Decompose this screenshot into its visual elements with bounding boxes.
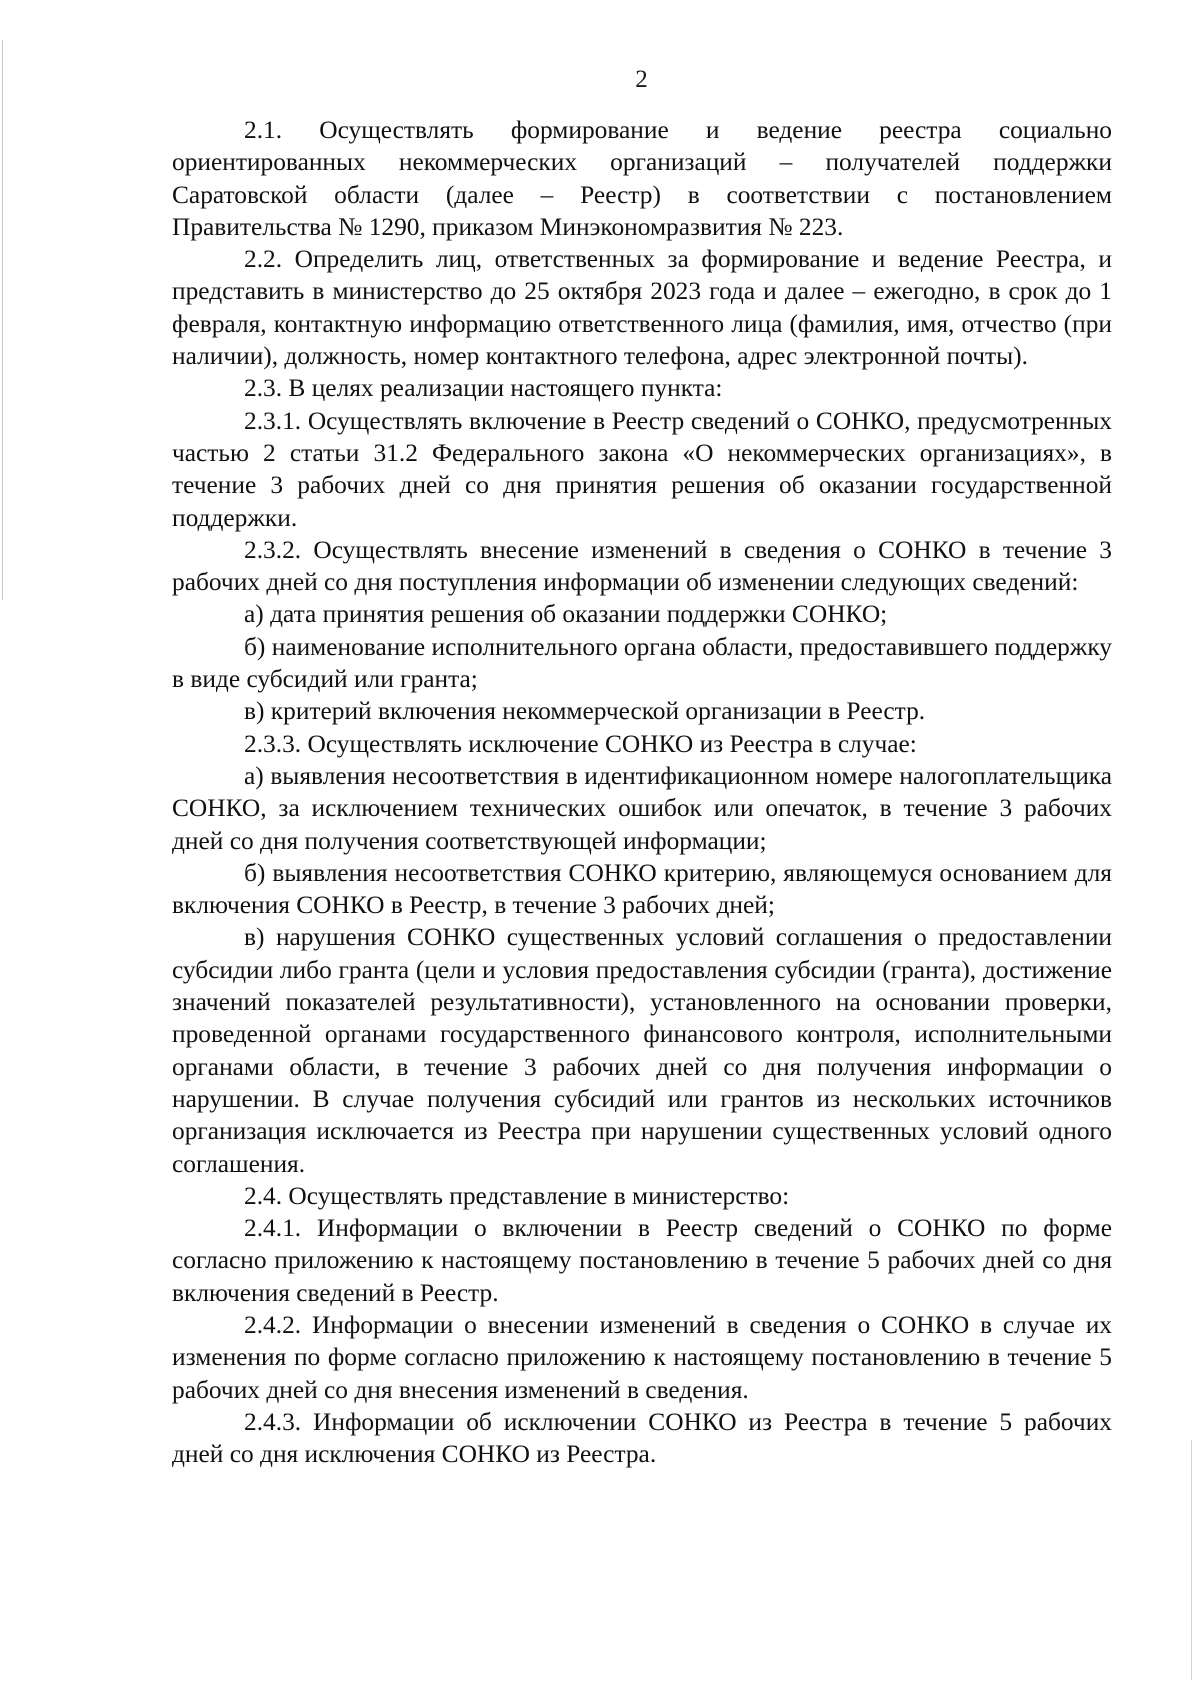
paragraph-2-4-3: 2.4.3. Информации об исключении СОНКО из Реестра в течение 5 рабочих дней со дня исключения СОНКО из Реестра. bbox=[172, 1407, 1112, 1469]
scan-edge-right bbox=[1191, 1440, 1192, 1680]
scan-edge-left bbox=[2, 40, 3, 600]
paragraph-2-1: 2.1. Осуществлять формирование и ведение реестра социально ориентированных некоммерческих организаций – получателей поддержки Саратовской области (далее – Реестр) в соответствии с постановлением Правительства № 1290, приказом Минэкономразвития № 223. bbox=[172, 116, 1112, 241]
paragraph-2-4-1: 2.4.1. Информации о включении в Реестр сведений о СОНКО по форме согласно приложению к настоящему постановлению в течение 5 рабочих дней со дня включения сведений в Реестр. bbox=[172, 1214, 1112, 1307]
paragraph-2-4: 2.4. Осуществлять представление в министерство: bbox=[244, 1181, 790, 1210]
paragraph-2-3: 2.3. В целях реализации настоящего пункта: bbox=[244, 374, 723, 403]
page-number: 2 bbox=[635, 66, 648, 93]
paragraph-2-3-2-b: б) наименование исполнительного органа области, предоставившего поддержку в виде субсидий или гранта; bbox=[172, 632, 1112, 694]
paragraph-2-3-3-b: б) выявления несоответствия СОНКО критерию, являющемуся основанием для включения СОНКО в Реестр, в течение 3 рабочих дней; bbox=[172, 858, 1112, 920]
paragraph-2-3-2-a: а) дата принятия решения об оказании поддержки СОНКО; bbox=[244, 600, 888, 629]
paragraph-2-3-3-c: в) нарушения СОНКО существенных условий соглашения о предоставлении субсидии либо гранта (цели и условия предоставления субсидии (гранта), достижение значений показателей результативности), установленного на основании проверки, проведенной органами государственного финансового контроля, исполнительными органами области, в течение 3 рабочих дней со дня получения информации о нарушении. В случае получения субсидий или грантов из нескольких источников организация исключается из Реестра при нарушении существенных условий одного соглашения. bbox=[172, 923, 1112, 1178]
paragraph-2-4-2: 2.4.2. Информации о внесении изменений в сведения о СОНКО в случае их изменения по форме согласно приложению к настоящему постановлению в течение 5 рабочих дней со дня внесения изменений в сведения. bbox=[172, 1310, 1112, 1404]
document-body bbox=[172, 114, 1112, 1470]
paragraph-2-3-3: 2.3.3. Осуществлять исключение СОНКО из Реестра в случае: bbox=[244, 729, 917, 758]
paragraph-2-3-2: 2.3.2. Осуществлять внесение изменений в сведения о СОНКО в течение 3 рабочих дней со дня поступления информации об изменении следующих сведений: bbox=[172, 535, 1112, 597]
paragraph-2-3-3-a: а) выявления несоответствия в идентификационном номере налогоплательщика СОНКО, за исключением технических ошибок или опечаток, в течение 3 рабочих дней со дня получения соответствующей информации; bbox=[172, 761, 1112, 855]
paragraph-2-3-2-c: в) критерий включения некоммерческой организации в Реестр. bbox=[244, 697, 926, 726]
paragraph-2-2: 2.2. Определить лиц, ответственных за формирование и ведение Реестра, и представить в министерство до 25 октября 2023 года и далее – ежегодно, в срок до 1 февраля, контактную информацию ответственного лица (фамилия, имя, отчество (при наличии), должность, номер контактного телефона, адрес электронной почты). bbox=[172, 245, 1112, 371]
paragraph-2-3-1: 2.3.1. Осуществлять включение в Реестр сведений о СОНКО, предусмотренных частью 2 статьи 31.2 Федерального закона «О некоммерческих организациях», в течение 3 рабочих дней со дня принятия решения об оказании государственной поддержки. bbox=[172, 406, 1112, 532]
